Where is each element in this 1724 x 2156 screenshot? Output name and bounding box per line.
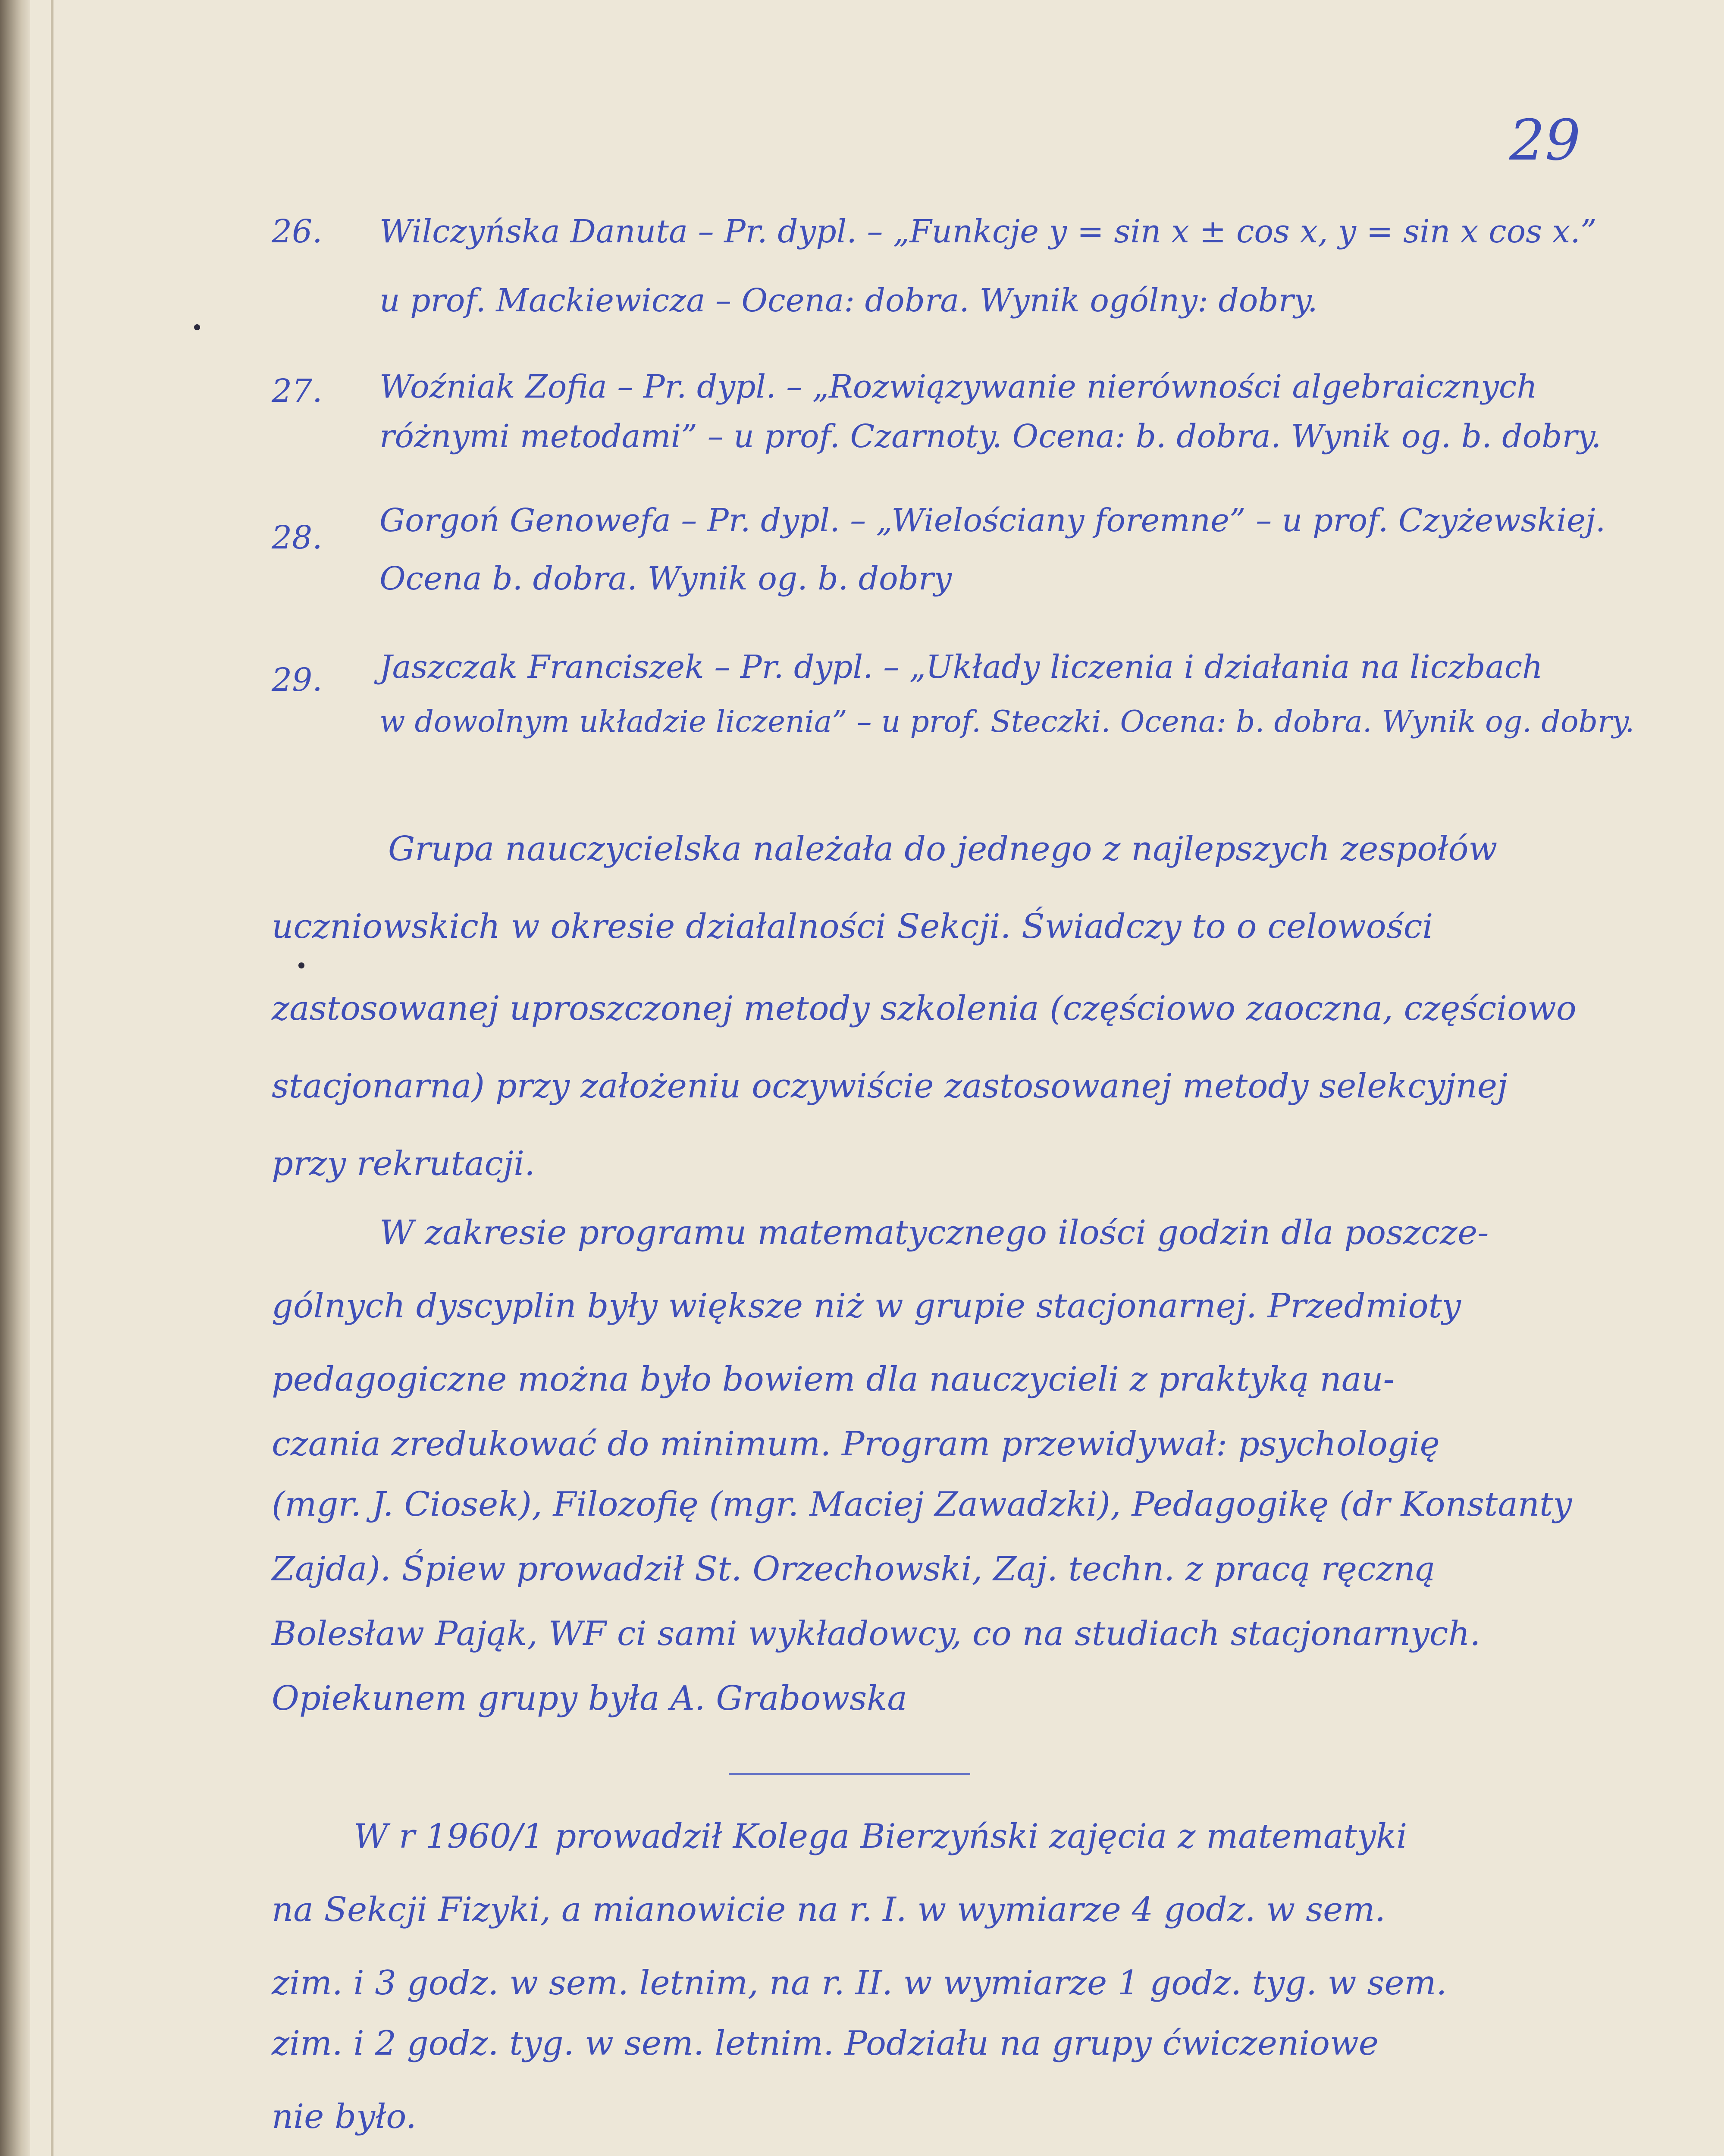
paragraph-line: czania zredukować do minimum. Program przewidywał: psychologię (272, 1425, 1440, 1463)
paragraph-line: Opiekunem grupy była A. Grabowska (272, 1679, 907, 1718)
paragraph-line: Bolesław Pająk, WF ci sami wykładowcy, co na studiach stacjonarnych. (272, 1614, 1481, 1653)
entry-line: w dowolnym układzie liczenia” – u prof. Steczki. Ocena: b. dobra. Wynik og. dobry. (379, 705, 1635, 739)
entry-line: Jaszczak Franciszek – Pr. dypl. – „Układy liczenia i działania na liczbach (379, 649, 1543, 686)
entry-number: 28. (272, 519, 323, 556)
paragraph-line: Zajda). Śpiew prowadził St. Orzechowski, Zaj. techn. z pracą ręczną (272, 1550, 1436, 1589)
page-number: 29 (1509, 107, 1581, 173)
paragraph-line: na Sekcji Fizyki, a mianowicie na r. I. w wymiarze 4 godz. w sem. (272, 1890, 1386, 1929)
paragraph-line: zastosowanej uproszczonej metody szkolenia (częściowo zaoczna, częściowo (272, 989, 1577, 1028)
entry-line: różnymi metodami” – u prof. Czarnoty. Ocena: b. dobra. Wynik og. b. dobry. (379, 418, 1602, 455)
entry-line: Woźniak Zofia – Pr. dypl. – „Rozwiązywanie nierówności algebraicznych (379, 368, 1538, 405)
paragraph-line: uczniowskich w okresie działalności Sekcji. Świadczy to o celowości (272, 907, 1433, 946)
entry-number: 29. (272, 661, 323, 699)
paragraph-line: W zakresie programu matematycznego ilości godzin dla poszcze- (379, 1213, 1489, 1252)
paragraph-line: stacjonarna) przy założeniu oczywiście zastosowanej metody selekcyjnej (272, 1067, 1508, 1106)
page-binding (0, 0, 30, 2156)
paragraph-line: zim. i 3 godz. w sem. letnim, na r. II. w wymiarze 1 godz. tyg. w sem. (272, 1964, 1447, 2002)
binding-crease (51, 0, 53, 2156)
paragraph-line: Grupa nauczycielska należała do jednego z najlepszych zespołów (388, 830, 1498, 868)
paragraph-line: gólnych dyscyplin były większe niż w grupie stacjonarnej. Przedmioty (272, 1287, 1461, 1326)
entry-line: u prof. Mackiewicza – Ocena: dobra. Wynik ogólny: dobry. (379, 282, 1318, 319)
paragraph-line: W r 1960/1 prowadził Kolega Bierzyński zajęcia z matematyki (354, 1817, 1407, 1856)
paragraph-line: nie było. (272, 2097, 417, 2136)
section-divider (729, 1773, 970, 1775)
ink-dot (298, 962, 304, 968)
paragraph-line: pedagogiczne można było bowiem dla nauczycieli z praktyką nau- (272, 1360, 1395, 1399)
entry-line: Gorgoń Genowefa – Pr. dypl. – „Wielościany foremne” – u prof. Czyżewskiej. (379, 502, 1606, 539)
entry-line: Ocena b. dobra. Wynik og. b. dobry (379, 560, 952, 597)
ink-dot (194, 324, 200, 330)
paragraph-line: przy rekrutacji. (272, 1144, 535, 1183)
paragraph-line: zim. i 2 godz. tyg. w sem. letnim. Podziału na grupy ćwiczeniowe (272, 2024, 1379, 2063)
entry-number: 27. (272, 373, 323, 410)
entry-line: Wilczyńska Danuta – Pr. dypl. – „Funkcje y = sin x ± cos x, y = sin x cos x.” (379, 213, 1597, 250)
paragraph-line: (mgr. J. Ciosek), Filozofię (mgr. Maciej Zawadzki), Pedagogikę (dr Konstanty (272, 1485, 1572, 1524)
entry-number: 26. (272, 213, 323, 250)
